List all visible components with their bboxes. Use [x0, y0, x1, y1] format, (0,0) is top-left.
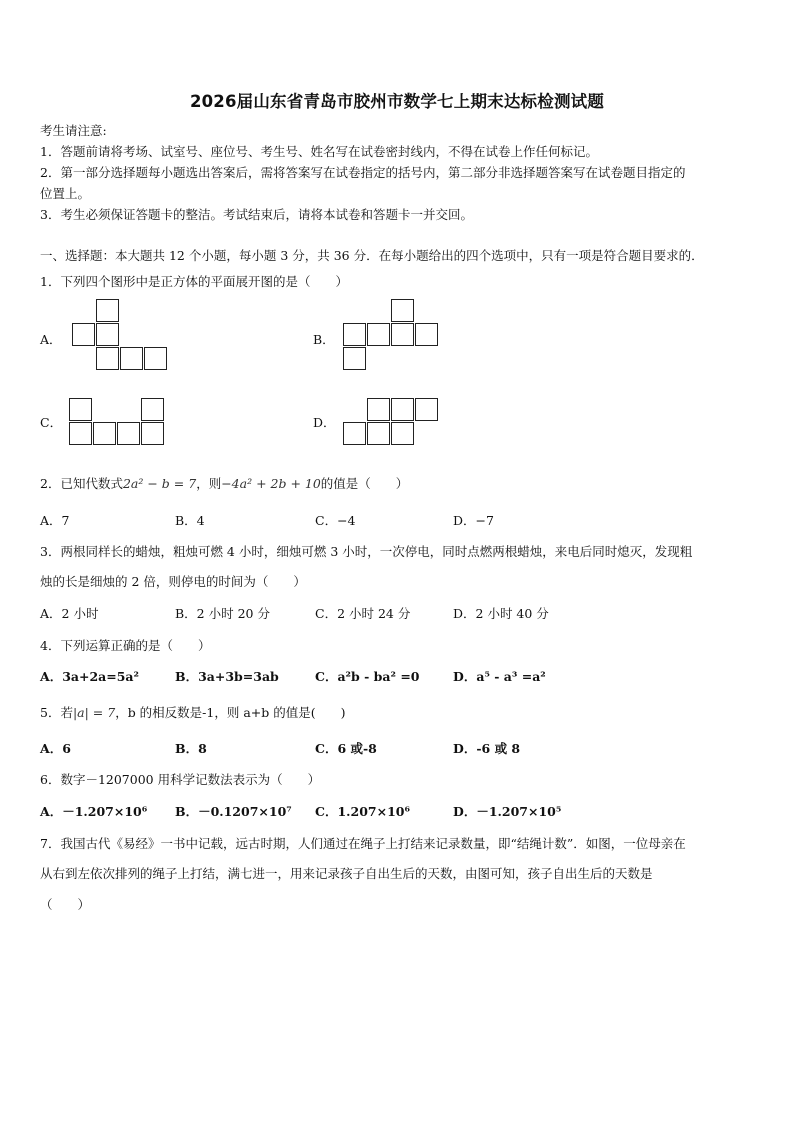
q6-option-b[interactable]: B．－0.1207×10⁷ [175, 804, 292, 819]
q6-option-c[interactable]: C．1.207×10⁶ [315, 804, 410, 819]
q2-expression-given: 2a² − b = 7 [122, 476, 197, 491]
question-7-line-1: 7．我国古代《易经》一书中记载，远古时期，人们通过在绳子上打结来记录数量，即“结绳计数”．如图，一位母亲在 [40, 836, 686, 851]
question-1-stem: 1．下列四个图形中是正方体的平面展开图的是（ ） [40, 274, 348, 289]
q2-option-d[interactable]: D．−7 [453, 513, 494, 528]
q4-option-a[interactable]: A．3a+2a=5a² [40, 669, 140, 684]
q5-option-c[interactable]: C．6 或-8 [315, 741, 377, 756]
q1-option-d-net[interactable] [343, 398, 443, 448]
q1-option-d-label: D． [313, 415, 336, 430]
q1-option-a-label: A． [40, 332, 62, 347]
q2-option-c[interactable]: C．−4 [315, 513, 356, 528]
q5-option-d[interactable]: D．-6 或 8 [453, 741, 521, 756]
q4-option-d[interactable]: D．a⁵ - a³ =a² [453, 669, 546, 684]
section-heading: 一、选择题：本大题共 12 个小题，每小题 3 分，共 36 分．在每小题给出的四个选项中，只有一项是符合题目要求的． [40, 248, 704, 263]
q2-option-a[interactable]: A．7 [40, 513, 70, 528]
page-title: 2026届山东省青岛市胶州市数学七上期末达标检测试题 [189, 92, 605, 111]
q5-option-a[interactable]: A．6 [40, 741, 71, 756]
question-4-stem: 4．下列运算正确的是（ ） [40, 638, 211, 653]
q3-option-b[interactable]: B．2 小时 20 分 [175, 606, 270, 621]
question-7-line-3: （ ） [40, 897, 91, 912]
q3-option-a[interactable]: A．2 小时 [40, 606, 99, 621]
q4-option-c[interactable]: C．a²b - ba² =0 [315, 669, 420, 684]
notice-item-3: 3．考生必须保证答题卡的整洁。考试结束后，请将本试卷和答题卡一并交回。 [40, 207, 473, 222]
q1-option-a-net[interactable] [72, 299, 172, 374]
question-3-line-1: 3．两根同样长的蜡烛，粗烛可燃 4 小时，细烛可燃 3 小时，一次停电，同时点燃两根蜡烛，来电后同时熄灭，发现粗 [40, 544, 693, 559]
q2-expression-target: −4a² + 2b + 10 [221, 476, 321, 491]
q1-option-b-net[interactable] [343, 299, 443, 374]
q6-option-d[interactable]: D．－1.207×10⁵ [453, 804, 562, 819]
question-5-stem: 5．若|a| = 7，b 的相反数是-1，则 a+b 的值是( ) [40, 705, 346, 720]
q3-option-d[interactable]: D．2 小时 40 分 [453, 606, 549, 621]
q3-option-c[interactable]: C．2 小时 24 分 [315, 606, 411, 621]
q5-option-b[interactable]: B．8 [175, 741, 207, 756]
q4-option-b[interactable]: B．3a+3b=3ab [175, 669, 279, 684]
q2-option-b[interactable]: B．4 [175, 513, 205, 528]
q6-option-a[interactable]: A．－1.207×10⁶ [40, 804, 148, 819]
q1-option-b-label: B． [313, 332, 335, 347]
question-2-stem: 2．已知代数式2a² − b = 7，则−4a² + 2b + 10的值是（ ） [40, 476, 409, 491]
q1-option-c-net[interactable] [69, 398, 169, 448]
notice-heading: 考生请注意: [40, 123, 107, 138]
notice-item-2-cont: 位置上。 [40, 186, 91, 201]
q5-expression: |a| = 7 [72, 705, 116, 720]
notice-item-1: 1．答题前请将考场、试室号、座位号、考生号、姓名写在试卷密封线内，不得在试卷上作任何标记。 [40, 144, 598, 159]
question-3-line-2: 烛的长是细烛的 2 倍，则停电的时间为（ ） [40, 574, 306, 589]
notice-item-2: 2．第一部分选择题每小题选出答案后，需将答案写在试卷指定的括号内，第二部分非选择题答案写在试卷题目指定的 [40, 165, 686, 180]
question-6-stem: 6．数字－1207000 用科学记数法表示为（ ） [40, 772, 321, 787]
question-7-line-2: 从右到左依次排列的绳子上打结，满七进一，用来记录孩子自出生后的天数，由图可知，孩子自出生后的天数是 [40, 866, 653, 881]
q1-option-c-label: C． [40, 415, 63, 430]
